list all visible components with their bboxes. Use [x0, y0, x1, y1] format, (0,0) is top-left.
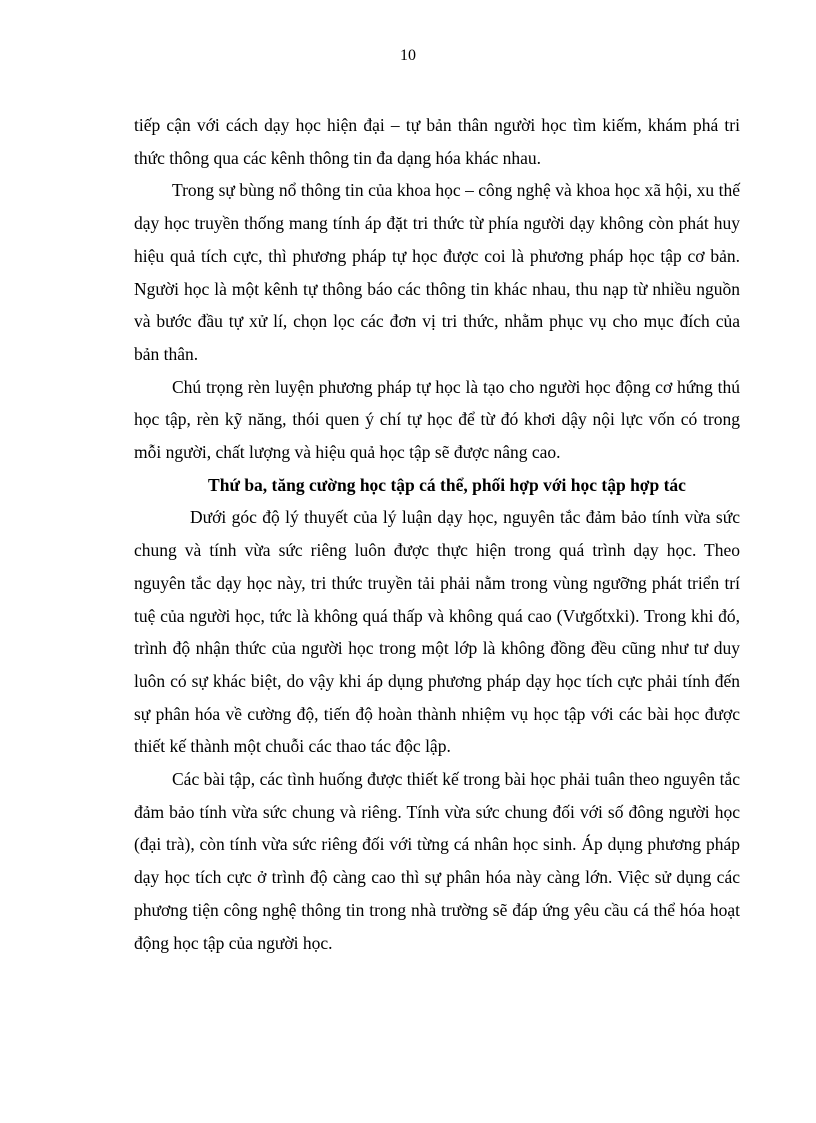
section-heading: Thứ ba, tăng cường học tập cá thể, phối hợp với học tập hợp tác [208, 474, 686, 495]
paragraph-self-study-training: Chú trọng rèn luyện phương pháp tự học là tạo cho người học động cơ hứng thú học tập, rèn kỹ năng, thói quen ý chí tự học để từ đó khơi dậy nội lực vốn có trong mỗi người, chất lượng và hiệu quả học tập sẽ được nâng cao. [134, 376, 740, 463]
page-number: 10 [400, 47, 416, 64]
paragraph-teaching-principle: Dưới góc độ lý thuyết của lý luận dạy học, nguyên tắc đảm bảo tính vừa sức chung và tính vừa sức riêng luôn được thực hiện trong quá trình dạy học. Theo nguyên tắc dạy học này, tri thức truyền tải phải nằm trong vùng ngưỡng phát triển trí tuệ của người học, tức là không quá thấp và không quá cao (Vưgốtxki). Trong khi đó, trình độ nhận thức của người học trong một lớp là không đồng đều cũng như tư duy luôn có sự khác biệt, do vậy khi áp dụng phương pháp dạy học tích cực phải tính đến sự phân hóa về cường độ, tiến độ hoàn thành nhiệm vụ học tập với các bài học được thiết kế thành một chuỗi các thao tác độc lập. [134, 507, 740, 757]
paragraph-exercises: Các bài tập, các tình huống được thiết kế trong bài học phải tuân theo nguyên tắc đảm bảo tính vừa sức chung và riêng. Tính vừa sức chung đối với số đông người học (đại trà), còn tính vừa sức riêng đối với từng cá nhân học sinh. Áp dụng phương pháp dạy học tích cực ở trình độ càng cao thì sự phân hóa này càng lớn. Việc sử dụng các phương tiện công nghệ thông tin trong nhà trường sẽ đáp ứng yêu cầu cá thể hóa hoạt động học tập của người học. [134, 769, 740, 953]
paragraph-continuation: tiếp cận với cách dạy học hiện đại – tự bản thân người học tìm kiếm, khám phá tri thức thông qua các kênh thông tin đa dạng hóa khác nhau. [134, 115, 740, 168]
document-body [134, 109, 740, 959]
paragraph-self-study: Trong sự bùng nổ thông tin của khoa học – công nghệ và khoa học xã hội, xu thế dạy học truyền thống mang tính áp đặt tri thức từ phía người dạy không còn phát huy hiệu quả tích cực, thì phương pháp tự học được coi là phương pháp học tập cơ bản. Người học là một kênh tự thông báo các thông tin khác nhau, thu nạp từ nhiều nguồn và bước đầu tự xử lí, chọn lọc các đơn vị tri thức, nhằm phục vụ cho mục đích của bản thân. [134, 180, 740, 364]
